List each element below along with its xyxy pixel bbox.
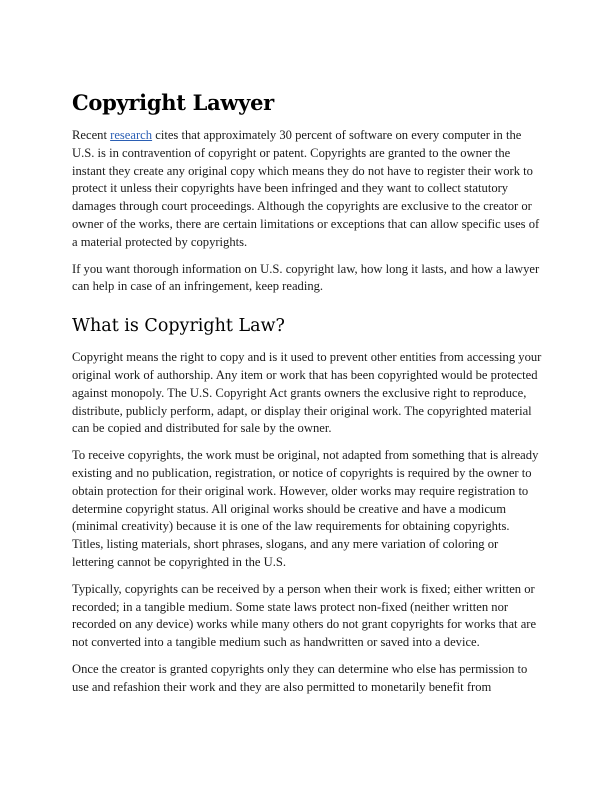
- section-paragraph-1: Copyright means the right to copy and is it used to prevent other entities from accessing your original work of authorship. Any item or work that has been copyrighted would be protected against monopoly. The U.S. Copyright Act grants owners the exclusive right to reproduce, distribute, publicly perform, adapt, or display their original work. The copyrighted material can be copied and distributed for sale by the owner.: [72, 350, 542, 436]
- research-link[interactable]: research: [110, 128, 153, 142]
- intro-text-before-link: Recent: [72, 128, 111, 142]
- page-title: Copyright Lawyer: [72, 90, 274, 115]
- intro-paragraph-2: If you want thorough information on U.S. copyright law, how long it lasts, and how a lawyer can help in case of an infringement, keep reading.: [72, 261, 540, 294]
- intro-paragraph: [72, 127, 542, 252]
- section-paragraph-3: Typically, copyrights can be received by a person when their work is fixed; either written or recorded; in a tangible medium. Some state laws protect non-fixed (neither written nor recorded on any device) works while many others do not grant copyrights for works that are not converted into a tangible medium such as handwritten or saved into a device.: [72, 581, 537, 650]
- section-paragraph-4: Once the creator is granted copyrights only they can determine who else has permission to use and refashion their work and they are also permitted to monetarily benefit from: [72, 661, 528, 694]
- intro-text-after-link: cites that approximately 30 percent of software on every computer in the U.S. is in contravention of copyright or patent. Copyrights are granted to the owner the instant they create any original copy which means they do not have to register their work to protect it unless their copyrights have been infringed and they want to collect statutory damages through court proceedings. Although the copyrights are exclusive to the creator or owner of the works, there are certain limitations or exceptions that can allow specific uses of a material protected by copyrights.: [72, 128, 540, 249]
- document-page: [72, 88, 542, 706]
- section-heading: What is Copyright Law?: [72, 316, 285, 337]
- section-paragraph-2: To receive copyrights, the work must be original, not adapted from something that is already existing and no publication, registration, or notice of copyrights is required by the owner to obtain protection for their original work. However, older works may require registration to determine copyright status. All original works should be creative and have a modicum (minimal creativity) because it is one of the law requirements for obtaining copyrights. Titles, listing materials, short phrases, slogans, and any mere variation of coloring or lettering cannot be copyrighted in the U.S.: [72, 448, 539, 569]
